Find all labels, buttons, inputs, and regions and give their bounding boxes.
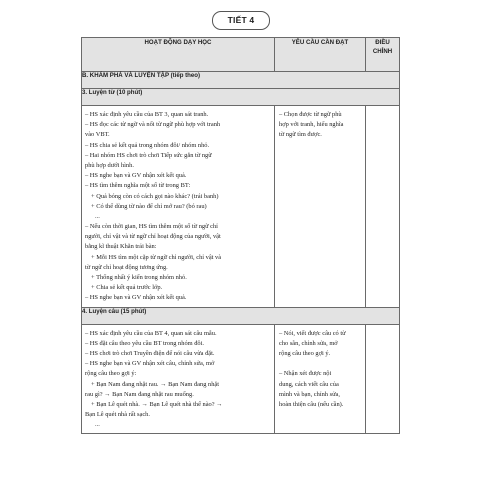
activity-subline: + Có thể dùng từ nào để chỉ mớ rau? (bó rau)	[91, 202, 207, 210]
part3-adjustments	[366, 106, 400, 308]
activity-line: – HS đọc các từ ngữ và nối từ ngữ phù hợp với tranh	[85, 121, 221, 129]
activity-line: – HS nghe bạn và GV nhận xét kết quả.	[85, 172, 187, 180]
lesson-title-badge: TIẾT 4	[212, 11, 270, 30]
activity-line: – HS đặt câu theo yêu cầu BT trong nhóm đôi.	[85, 339, 204, 347]
activity-line: – HS xác định yêu cầu của BT 3, quan sát tranh.	[85, 111, 209, 118]
header-adjustments-line2: CHỈNH	[372, 48, 393, 55]
requirement-line: dung, cách viết câu của	[279, 380, 339, 388]
activity-line: từ ngữ chỉ hoạt động tương ứng.	[85, 263, 168, 271]
part3-content-row	[82, 106, 400, 308]
activity-line: – HS nghe bạn và GV nhận xét kết quả.	[85, 294, 187, 302]
part3-activities	[82, 106, 275, 308]
requirement-line: rộng câu theo gợi ý.	[279, 349, 331, 357]
requirement-line: – Nhận xét được nội	[279, 370, 332, 378]
requirement-line: – Chọn được từ ngữ phù	[279, 111, 342, 118]
part4-activities	[82, 324, 275, 434]
activity-ellipsis: ...	[95, 421, 100, 429]
requirement-line: – Nói, viết được câu có từ	[279, 329, 346, 337]
activity-line: – HS nghe bạn và GV nhận xét câu, chỉnh sửa, mở	[85, 360, 215, 368]
activity-ellipsis: ...	[95, 212, 100, 220]
activity-subline: + Bạn Nam đang nhặt rau. → Bạn Nam đang nhặt	[91, 380, 220, 388]
activity-subline: + Thống nhất ý kiến trong nhóm nhỏ.	[91, 274, 187, 281]
part3-requirements	[275, 106, 366, 308]
header-requirements: YÊU CẦU CẦN ĐẠT	[275, 38, 366, 72]
section-row	[82, 72, 400, 89]
table-header-row	[82, 38, 400, 72]
part4-title: 4. Luyện câu (15 phút)	[82, 307, 400, 324]
activity-line: Bạn Lê quét nhà rất sạch.	[85, 411, 150, 419]
part4-requirements	[275, 324, 366, 434]
header-adjustments	[366, 38, 400, 72]
lesson-plan-table	[81, 37, 400, 434]
part3-title: 3. Luyện từ (10 phút)	[82, 89, 400, 106]
requirement-line: mình và bạn, chỉnh sửa,	[279, 390, 340, 398]
requirement-line: hoàn thiện câu (nếu cần).	[279, 400, 344, 408]
activity-line: người, chỉ vật và từ ngữ chỉ hoạt động của người, vật	[85, 233, 221, 241]
activity-subline: + Quả bóng còn có cách gọi nào khác? (trái banh)	[91, 192, 219, 200]
activity-line: vào VBT.	[85, 131, 110, 139]
activity-subline: + Mỗi HS tìm một cặp từ ngữ chỉ người, chỉ vật và	[91, 253, 222, 261]
requirement-line: từ ngữ tìm được.	[279, 131, 322, 139]
activity-subline: + Chia sẻ kết quả trước lớp.	[91, 284, 163, 292]
activity-subline: + Bạn Lê quét nhà. → Bạn Lê quét nhà thế nào? →	[91, 400, 223, 408]
activity-line: – Nếu còn thời gian, HS tìm thêm một số từ ngữ chỉ	[85, 223, 218, 231]
activity-line: – HS chia sẻ kết quả trong nhóm đôi/ nhóm nhỏ.	[85, 141, 210, 149]
activity-line: rau gì? → Bạn Nam đang nhặt rau muống.	[85, 390, 194, 398]
activity-line: – HS chơi trò chơi Truyền điện để nói câu vừa đặt.	[85, 349, 215, 357]
activity-line: – HS tìm thêm nghĩa một số từ trong BT:	[85, 182, 191, 190]
requirement-line: hợp với tranh, hiểu nghĩa	[279, 121, 344, 129]
activity-line: phù hợp dưới hình.	[85, 161, 134, 169]
activity-line: rộng câu theo gợi ý:	[85, 370, 137, 378]
part4-adjustments	[366, 324, 400, 434]
section-b-title: B. KHÁM PHÁ VÀ LUYỆN TẬP (tiếp theo)	[82, 72, 400, 89]
subsection-row	[82, 89, 400, 106]
part4-content-row	[82, 324, 400, 434]
activity-line: – Hai nhóm HS chơi trò chơi Tiếp sức gắn từ ngữ	[85, 151, 212, 159]
subsection-row	[82, 307, 400, 324]
header-adjustments-line1: ĐIỀU	[375, 39, 390, 46]
requirement-line: cho sẵn, chỉnh sửa, mở	[279, 339, 338, 347]
activity-line: bằng kĩ thuật Khăn trải bàn:	[85, 243, 157, 251]
header-activities: HOẠT ĐỘNG DẠY HỌC	[82, 38, 275, 72]
activity-line: – HS xác định yêu cầu của BT 4, quan sát câu mẫu.	[85, 329, 217, 337]
